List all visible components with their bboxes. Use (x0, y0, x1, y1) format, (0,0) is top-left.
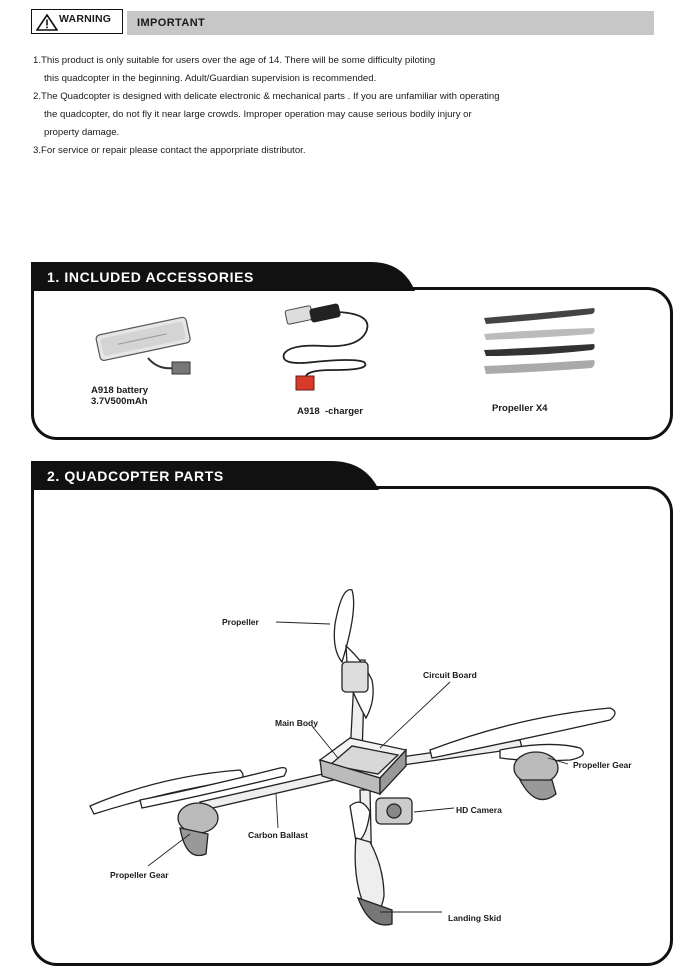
label-propeller-gear-left: Propeller Gear (110, 870, 169, 880)
parts-title: 2. QUADCOPTER PARTS (47, 468, 224, 484)
note-line: the quadcopter, do not fly it near large crowds. Improper operation may cause serious bodily injury or (44, 109, 472, 120)
accessories-header (31, 262, 431, 291)
safety-notes (33, 52, 673, 160)
label-landing-skid: Landing Skid (448, 913, 502, 923)
important-label: IMPORTANT (137, 17, 206, 29)
note-line: 1.This product is only suitable for users over the age of 14. There will be some difficulty piloting (33, 55, 436, 66)
label-carbon-ballast: Carbon Ballast (248, 830, 308, 840)
label-main-body: Main Body (275, 718, 318, 728)
charger-image (274, 300, 394, 396)
battery-image (88, 308, 208, 380)
propeller-caption: Propeller X4 (492, 403, 548, 414)
charger-caption: A918 -charger (297, 406, 364, 417)
quadcopter-diagram (80, 580, 640, 950)
warning-label: WARNING (59, 13, 112, 25)
label-propeller: Propeller (222, 617, 259, 627)
note-line: property damage. (44, 127, 120, 138)
propellers-image (480, 302, 600, 384)
label-circuit-board: Circuit Board (423, 670, 477, 680)
warning-triangle-icon (36, 14, 58, 31)
battery-spec: 3.7V500mAh (91, 396, 148, 407)
battery-name: A918 battery (91, 385, 149, 396)
note-line: 3.For service or repair please contact the apporpriate distributor. (33, 145, 306, 156)
label-hd-camera: HD Camera (456, 805, 502, 815)
parts-header (31, 461, 431, 490)
accessories-title: 1. INCLUDED ACCESSORIES (47, 269, 254, 285)
note-line: this quadcopter in the beginning. Adult/Guardian supervision is recommended. (44, 73, 377, 84)
warning-box (31, 9, 123, 34)
note-line: 2.The Quadcopter is designed with delicate electronic & mechanical parts . If you are unfamiliar with operating (33, 91, 500, 102)
battery-caption (91, 385, 148, 407)
label-propeller-gear-right: Propeller Gear (573, 760, 632, 770)
important-bar (127, 11, 654, 35)
